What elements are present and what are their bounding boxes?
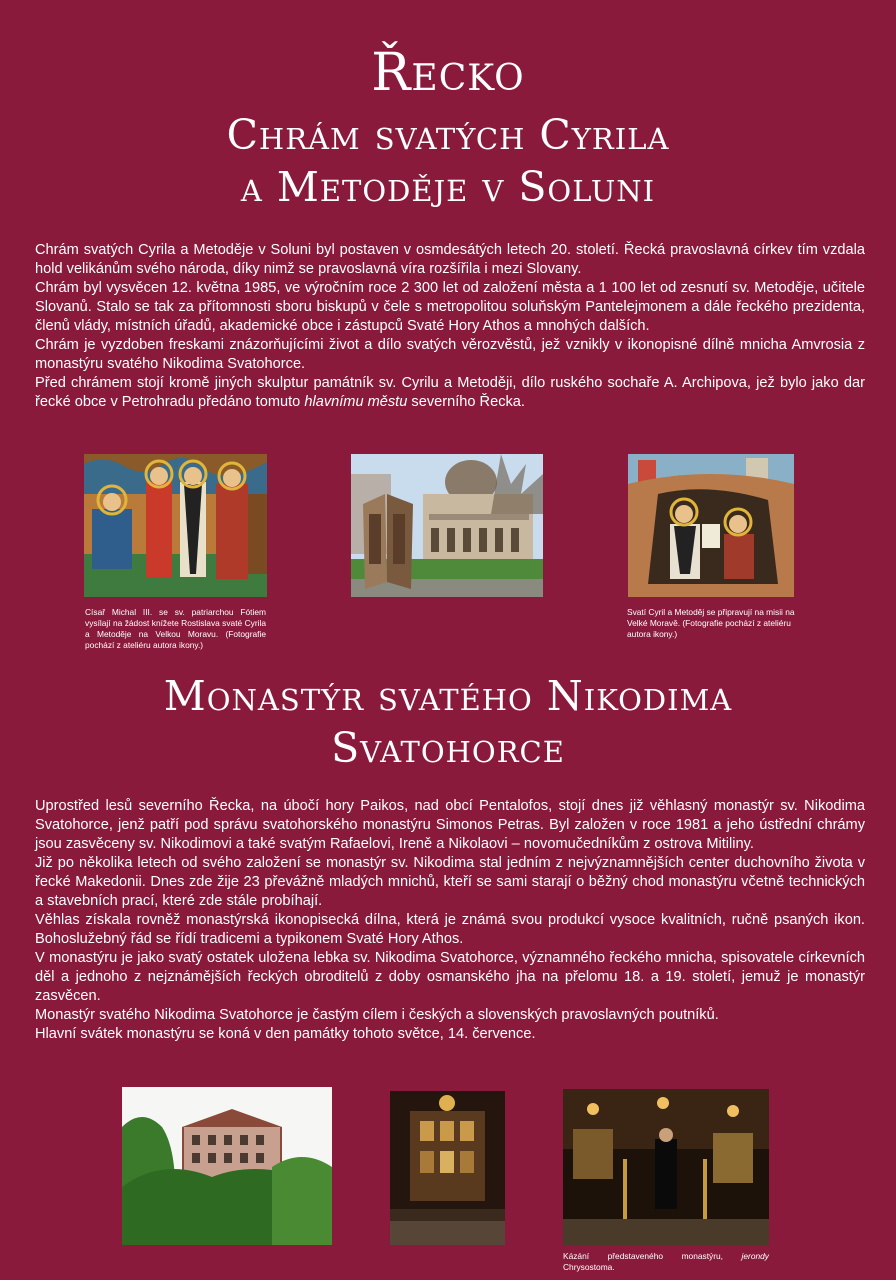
section1-paragraph: Chrám svatých Cyrila a Metoděje v Soluni byl postaven v osmdesátých letech 20. století. Řecká pravoslavná církev tím vzdala hold velikánům svého národa, díky nimž se pravoslavná víra rozšířila i mezi Slovany.: [35, 242, 865, 277]
church-interior-photo: [390, 1091, 505, 1245]
church-monument-photo: [351, 454, 543, 597]
text-run: severního Řecka.: [407, 394, 525, 410]
monastery-building-photo: [122, 1087, 332, 1245]
sermon-photo: [563, 1089, 769, 1245]
italic-text: jerondy: [741, 1251, 769, 1261]
caption-fresco-mission: Svatí Cyril a Metoděj se připravují na misii na Velké Moravě. (Fotografie pochází z ateliéru autora ikony.): [627, 607, 795, 639]
fresco-emperor-photo: [84, 454, 267, 597]
section1-title-line2: a Metoděje v Soluni: [240, 163, 656, 211]
text-run: Před chrámem stojí kromě jiných skulptur památník sv. Cyrilu a Metoději, dílo ruského sochaře A. Archipova, jež bylo jako dar řecké obce v Petrohradu předáno tomuto: [35, 375, 865, 410]
section2-paragraph: Hlavní svátek monastýru se koná v den památky tohoto světce, 14. července.: [35, 1026, 536, 1042]
section1-title-line1: Chrám svatých Cyrila: [226, 111, 670, 159]
section2-paragraph: Věhlas získala rovněž monastýrská ikonopisecká dílna, která je známá svou produkcí vysoce kvalitních, ručně psaných ikon. Bohoslužebný řád se řídí tradicemi a typikonem Svaté Hory Athos.: [35, 912, 865, 947]
text-run: Kázání představeného monastýru,: [563, 1251, 742, 1261]
section2-paragraph: Uprostřed lesů severního Řecka, na úbočí hory Paikos, nad obcí Pentalofos, stojí dnes již věhlasný monastýr sv. Nikodima Svatohorce, jenž patří pod správu svatohorského monastýru Simonos Petras. Byl založen v roce 1981 a jeho ústřední chrámy jsou zasvěceny sv. Nikodimovi a také svatým Rafaelovi, Ireně a Nikolaovi – novomučedníkům z ostrova Mitiliny.: [35, 798, 865, 852]
section2-paragraph: Již po několika letech od svého založení se monastýr sv. Nikodima stal jedním z nejvýznamnějších center duchovního života v řecké Makedonii. Dnes zde žije 23 převážně mladých mnichů, kteří se sami starají o běžný chod monastýru včetně technických a stavebních prací, které zde stále probíhají.: [35, 855, 865, 909]
caption-sermon: [563, 1251, 769, 1273]
section1-text: [35, 241, 865, 412]
section2-text: [35, 797, 865, 1044]
italic-text: hlavnímu městu: [304, 394, 408, 410]
section1-paragraph: Chrám je vyzdoben freskami znázorňujícími život a dílo svatých věrozvěstů, jež vznikly v ikonopisné dílně mnicha Amvrosia z monastýru svatého Nikodima Svatohorce.: [35, 337, 865, 372]
section1-paragraph: [35, 374, 865, 412]
text-run: Chrysostoma.: [563, 1262, 615, 1272]
section2-title-line2: Svatohorce: [331, 724, 565, 772]
fresco-mission-photo: [628, 454, 794, 597]
section2-title-line1: Monastýr svatého Nikodima: [163, 672, 733, 720]
caption-fresco-emperor: Císař Michal III. se sv. patriarchou Fótiem vysílají na žádost knížete Rostislava svaté Cyrila a Metoděje na Velkou Moravu. (Fotografie pochází z ateliéru autora ikony.): [85, 607, 266, 650]
section1-paragraph: Chrám byl vysvěcen 12. května 1985, ve výročním roce 2 300 let od založení města a 1 100 let od zesnutí sv. Metoděje, učitele Slovanů. Stalo se tak za přítomnosti sboru biskupů v čele s metropolitou soluňským Pantelejmonem a dále řeckého prezidenta, členů vlády, místních úřadů, akademické obce i zástupců Svaté Hory Athos a mnohých dalších.: [35, 280, 865, 334]
page-title: Řecko: [371, 43, 525, 103]
section2-paragraph: V monastýru je jako svatý ostatek uložena lebka sv. Nikodima Svatohorce, významného řeckého mnicha, spisovatele církevních děl a jednoho z nejznámějších řeckých obroditelů z doby osmanského jha na přelomu 18. a 19. století, jemuž je monastýr zasvěcen.: [35, 950, 865, 1004]
section2-paragraph: Monastýr svatého Nikodima Svatohorce je častým cílem i českých a slovenských pravoslavných poutníků.: [35, 1007, 719, 1023]
